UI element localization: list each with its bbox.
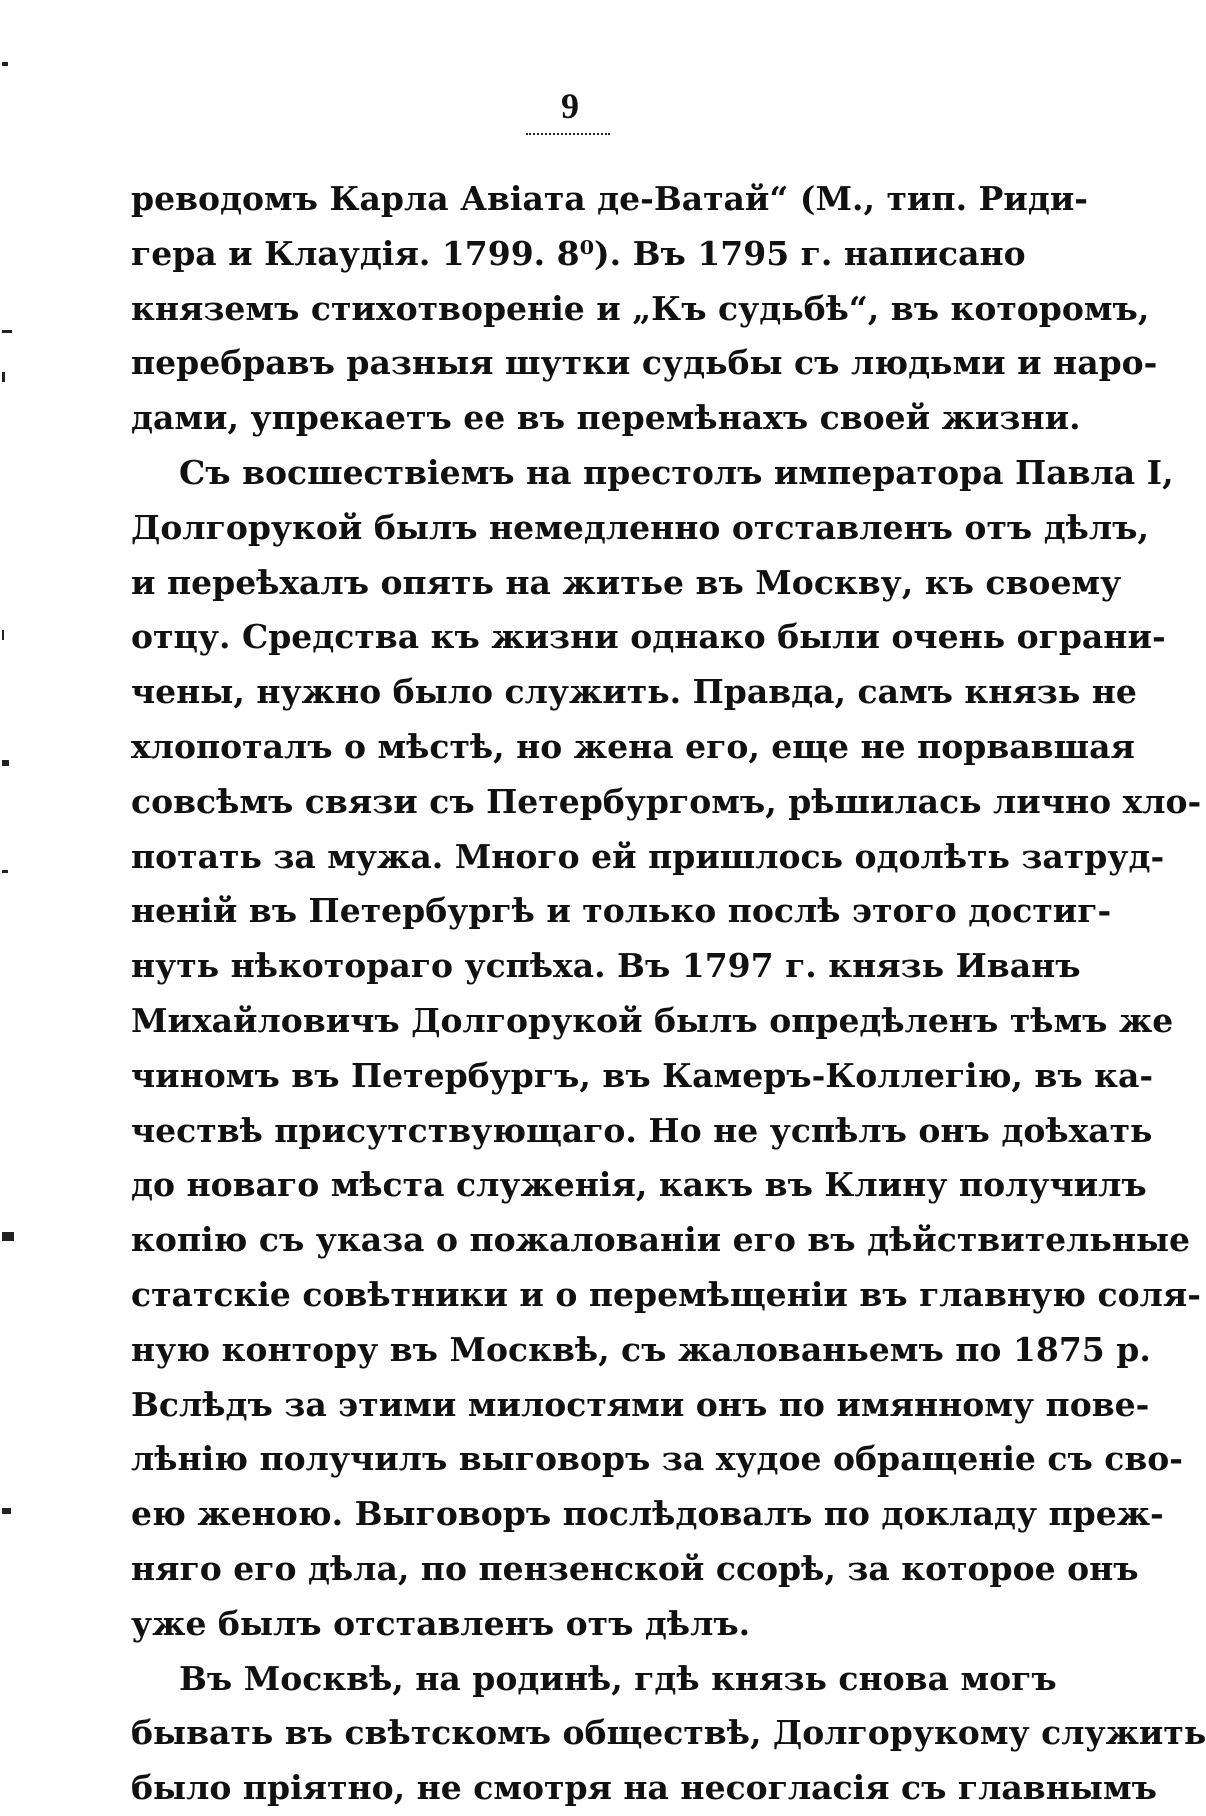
text-line: княземъ стихотвореніе и „Къ судьбѣ“, въ которомъ, (131, 288, 1150, 328)
scan-edge-mark (2, 330, 12, 333)
scan-edge-mark (2, 630, 4, 640)
paragraph (131, 446, 1202, 1652)
text-line: Долгорукой былъ немедленно отставленъ отъ дѣлъ, (131, 507, 1149, 547)
text-line: няго его дѣла, по пензенской ссорѣ, за которое онъ (131, 1548, 1139, 1588)
scan-edge-mark (2, 62, 8, 66)
paragraph (131, 172, 1158, 446)
scan-edge-mark (2, 1508, 11, 1514)
text-line: совсѣмъ связи съ Петербургомъ, рѣшилась лично хло- (131, 781, 1202, 821)
text-line: статскіе совѣтники и о перемѣщеніи въ главную соля- (131, 1274, 1201, 1314)
scan-edge-mark (2, 1232, 14, 1241)
text-line: Въ Москвѣ, на родинѣ, гдѣ князь снова могъ (179, 1658, 1057, 1698)
text-line: и переѣхалъ опять на житье въ Москву, къ своему (131, 562, 1122, 602)
text-line: нуть нѣкотораго успѣха. Въ 1797 г. князь Иванъ (131, 946, 1081, 986)
scan-edge-mark (2, 760, 9, 766)
text-line: бывать въ свѣтскомъ обществѣ, Долгорукому служить (131, 1713, 1206, 1753)
text-line: потать за мужа. Много ей пришлось одолѣть затруд- (131, 836, 1165, 876)
text-line: копію съ указа о пожалованіи его въ дѣйствительные (131, 1220, 1191, 1260)
text-line: уже былъ отставленъ отъ дѣлъ. (131, 1603, 751, 1643)
text-line: чествѣ присутствующаго. Но не успѣлъ онъ доѣхать (131, 1110, 1153, 1150)
text-line: Михайловичъ Долгорукой былъ опредѣленъ тѣмъ же (131, 1000, 1174, 1040)
text-line: гера и Клаудія. 1799. 8⁰). Въ 1795 г. написано (131, 233, 1026, 273)
scan-edge-mark (2, 372, 5, 382)
text-line: ею женою. Выговоръ послѣдовалъ по докладу преж- (131, 1494, 1164, 1534)
page-number: 9 (561, 86, 579, 126)
paragraph (131, 1652, 1206, 1816)
text-line: дами, упрекаетъ ее въ перемѣнахъ своей жизни. (131, 398, 1081, 438)
text-line: лѣнію получилъ выговоръ за худое обращеніе съ сво- (131, 1439, 1184, 1479)
text-line: реводомъ Карла Авіата де-Ватай“ (М., тип. Риди- (131, 179, 1088, 218)
scan-edge-mark (2, 870, 8, 873)
text-line: ную контору въ Москвѣ, съ жалованьемъ по 1875 р. (131, 1329, 1151, 1369)
text-line: перебравъ разныя шутки судьбы съ людьми и наро- (131, 343, 1158, 383)
text-line: Вслѣдъ за этими милостями онъ по имянному пове- (131, 1384, 1150, 1424)
text-line: до новаго мѣста служенія, какъ въ Клину получилъ (131, 1165, 1147, 1205)
text-line: Съ восшествіемъ на престолъ императора Павла I, (179, 452, 1174, 492)
text-line: чены, нужно было служить. Правда, самъ князь не (131, 672, 1137, 712)
text-line: было пріятно, не смотря на несогласія съ главнымъ (131, 1768, 1157, 1808)
text-line: неній въ Петербургѣ и только послѣ этого достиг- (131, 891, 1112, 931)
text-line: чиномъ въ Петербургъ, въ Камеръ-Коллегію, въ ка- (131, 1055, 1154, 1095)
body-text (131, 172, 1206, 1816)
text-line: отцу. Средства къ жизни однако были очень ограни- (131, 617, 1166, 657)
text-line: хлопоталъ о мѣстѣ, но жена его, еще не порвавшая (131, 726, 1135, 766)
page-number-rule (526, 133, 610, 135)
